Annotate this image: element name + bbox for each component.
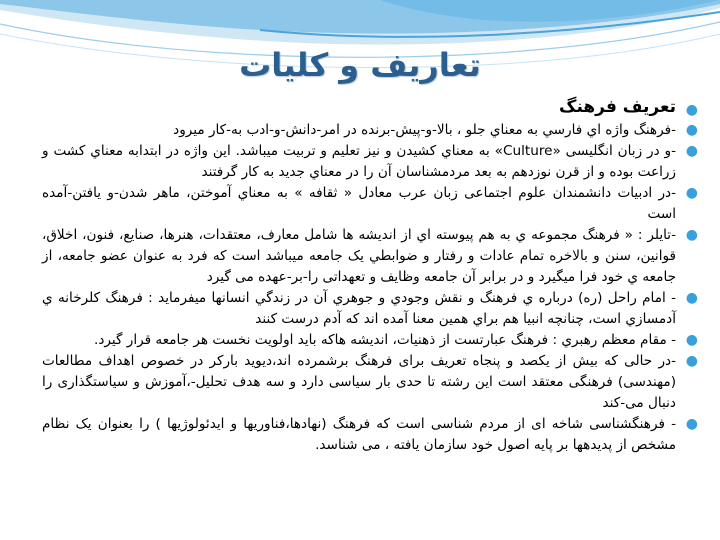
bullet-item [42, 94, 702, 120]
slide-body [42, 94, 702, 456]
slide-title: تعاريف و کليات [239, 46, 481, 84]
bullet-item [42, 288, 702, 330]
paragraph-text: -فرهنگ واژه اي فارسي به معناي جلو ، بالا-و-پيش-برنده در امر-دانش-و-ادب به-کار ميرود [173, 122, 676, 138]
bullet-item [42, 225, 702, 288]
bullet-item [42, 330, 702, 351]
bullet-item [42, 141, 702, 183]
section-heading: تعريف فرهنگ [559, 97, 676, 117]
paragraph-text: - امام راحل (ره) درباره ي فرهنگ و نقش وجودي و جوهري آن در زندگي انسانها ميفرمايد : فرهنگ كلرخانه ي آدمسازي است، چنانچه انبيا هم براي همين معنا آمده اند كه آدم درست كنند [42, 290, 676, 327]
paragraph-text: - مقام معظم رهبري : فرهنگ عبارتست از ذهنيات، انديشه هاكه بايد اولويت نخست هر جامعه قرار گيرد. [94, 332, 676, 348]
paragraph-text: - فرهنگشناسی شاخه ای از مردم شناسی است که فرهنگ (نهادها،فناوریها و ایدئولوژیها ) را بعنوان یک نظام مشخص از پدیدهها بر پایه اصول خود سازمان یافته ، می شناسد. [42, 416, 676, 453]
bullet-icon: ● [685, 143, 698, 159]
bullet-icon: ● [685, 353, 698, 369]
bullet-item [42, 351, 702, 414]
paragraph-text: -تايلر : « فرهنگ مجموعه ي به هم پيوسته اي از انديشه ها شامل معارف، معتقدات، هنرها، صنايع، فنون، اخلاق، قوانين، سنن و بالاخره تمام عادات و رفتار و ضوابطي يک جامعه ميباشد است که فرد به عنوان عضو جامعه، از جامعه ي خود فرا ميگيرد و در برابر آن جامعه وظايف و تعهداتى را-بر-عهده مى گيرد [42, 227, 676, 285]
bullet-icon: ● [685, 227, 698, 243]
bullet-item [42, 414, 702, 456]
bullet-icon: ● [685, 102, 698, 118]
bullet-icon: ● [685, 122, 698, 138]
bullet-icon: ● [685, 290, 698, 306]
paragraph-text: -در حالی که بیش از یکصد و پنجاه تعریف برای فرهنگ برشمرده اند،دیوید بارکر در خصوص اهداف مطالعات (مهندسی) فرهنگی معتقد است این رشته تا حدی بار سیاسی دارد و سه هدف تحلیل-،آموزش و سیاستگذاری را دنبال می-کند [42, 353, 676, 411]
bullet-item [42, 120, 702, 141]
bullet-icon: ● [685, 416, 698, 432]
bullet-icon: ● [685, 332, 698, 348]
bullet-icon: ● [685, 185, 698, 201]
bullet-item [42, 183, 702, 225]
paragraph-text: -در ادبيات دانشمندان علوم اجتماعى زبان عرب معادل « ثقافه » به معناي آموختن، ماهر شدن-و يافتن-آمده است [42, 185, 676, 222]
paragraph-text: -و در زبان انگليسى «Culture» به معناي كشيدن و نيز تعليم و تربيت ميباشد. اين واژه در ابتدابه معناي کشت و زراعت بوده و از قرن نوزدهم به بعد مردمشناسان آن را در معناي جديد به كار گرفتند [42, 143, 677, 180]
